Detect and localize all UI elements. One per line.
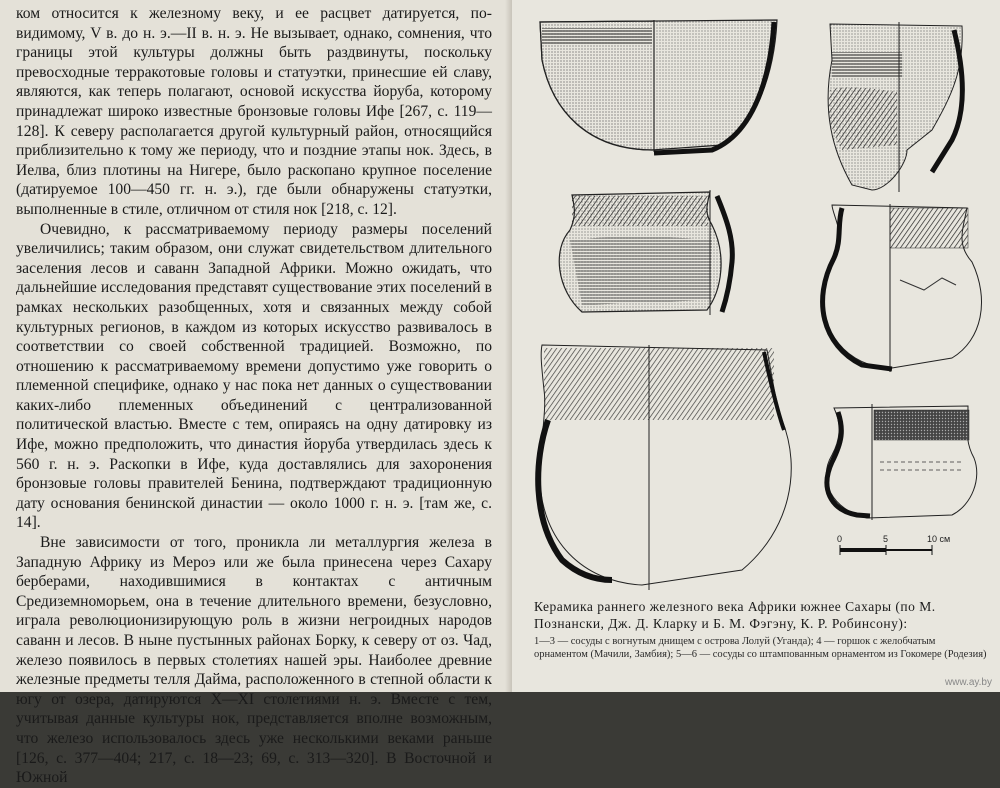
pottery-figure (512, 0, 1000, 600)
scale-bar (837, 534, 950, 555)
vessel-2-drawing (828, 22, 962, 192)
right-page (512, 0, 1000, 692)
figure-caption-notes: 1—3 — сосуды с вогнутым днищем с острова Лолуй (Уганда); 4 — горшок с желобчатым орнаментом (Мачили, Замбия); 5—6 — сосуды со штампованным орнаментом из Гокомере (Родезия) (534, 636, 987, 660)
vessel-5-drawing (538, 345, 791, 590)
vessel-6-drawing (826, 404, 977, 520)
vessel-3-drawing (559, 190, 732, 315)
vessel-1-drawing (540, 20, 777, 153)
paragraph-1: ком относится к железному веку, и ее расцвет датируется, по-видимому, V в. до н. э.—II в. н. э. Не вызывает, однако, сомнения, что границы этой культуры должны быть раздвинуты, поскольку превосходные терракотовые головы и статуэтки, принесшие ей славу, являются, как теперь полагают, основой искусства йоруба, которому принадлежат широко известные бронзовые головы Ифе [267, с. 119—128]. К северу располагается другой культурный район, относящийся приблизительно к тому же периоду, что и поздние этапы нок. Здесь, в Иелва, близ плотины на Нигере, было раскопано крупное поселение (датируемое 100—450 гг. н. э.), где были обнаружены статуэтки, выполненные в стиле, отличном от стиля нок [218, с. 12]. (16, 5, 492, 218)
vessel-4-drawing (823, 204, 982, 372)
scale-label-10: 10 см (927, 534, 951, 544)
watermark: www.ay.by (944, 677, 992, 688)
figure-caption-title: Керамика раннего железного века Африки южнее Сахары (по М. Познански, Дж. Д. Кларку и Б. М. Фэгэну, К. Р. Робинсону): (534, 599, 936, 631)
body-text (16, 4, 492, 788)
paragraph-3: Вне зависимости от того, проникла ли металлургия железа в Западную Африку из Мероэ или же была принесена через Сахару берберами, находившимися в контактах с античным Средиземноморьем, она в течение длительного времени, безусловно, играла революционизирующую роль в жизни негроидных народов саванн и лесов. В ныне пустынных районах Борку, к северу от оз. Чад, железо появилось в первых столетиях нашей эры. Наиболее древние железные предметы телля Дайма, расположенного в степной области к югу от озера, датируются X—XI столетиями н. э. Вместе с тем, учитывая данные культуры нок, представляется вполне возможным, что железо использовалось здесь уже несколькими веками раньше [126, с. 377—404; 217, с. 18—23; 69, с. 313—320]. В Восточной и Южной (16, 534, 492, 787)
paragraph-2: Очевидно, к рассматриваемому периоду размеры поселений увеличились; таким образом, они служат свидетельством длительного заселения лесов и саванн Западной Африки. Можно ожидать, что дальнейшие исследования представят существование этих поселений в рамках нескольких разобщенных, хотя и связанных между собой культурных регионов, в каждом из которых искусство развивалось в соответствии со своей собственной традицией. Возможно, по отношению к рассматриваемому времени допустимо уже говорить о племенной специфике, однако у нас пока нет данных о существовании каких-либо племенных объединений с централизованной политической властью. Вместе с тем, опираясь на одну датировку из Ифе, можно предположить, что династия йоруба утвердилась здесь к 560 г. н. э. Раскопки в Ифе, куда доставлялись для захоронения бронзовые головы правителей Бенина, подтверждают традиционную дату основания бенинской династии — около 1000 г. н. э. [там же, с. 14]. (16, 220, 492, 532)
scale-label-0: 0 (837, 534, 843, 544)
scale-label-5: 5 (883, 534, 889, 544)
